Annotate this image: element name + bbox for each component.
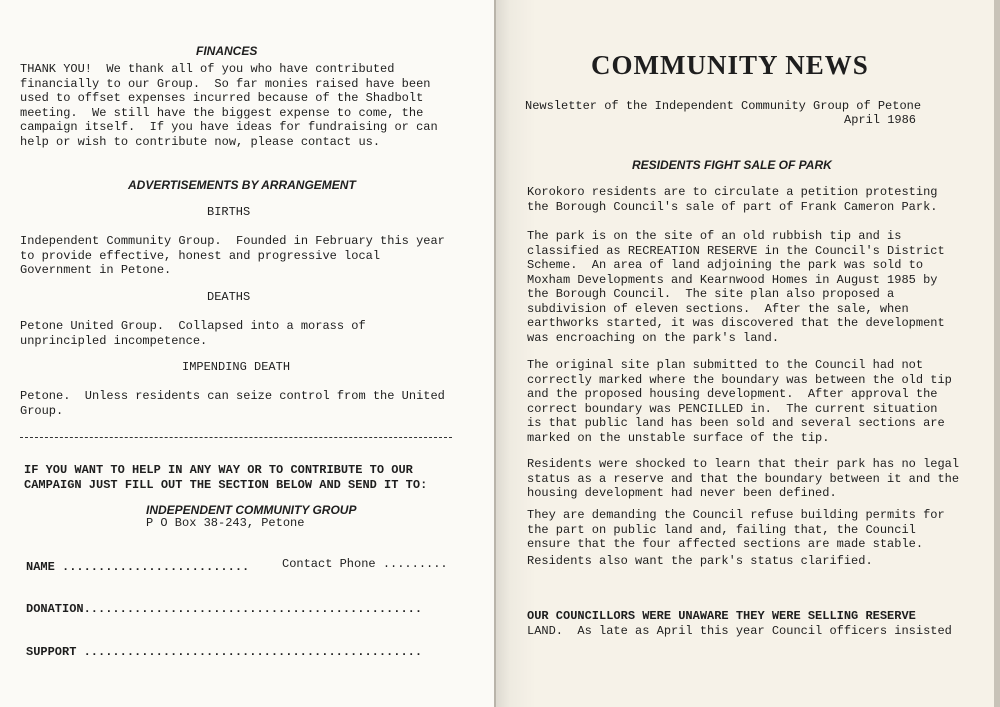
contact-phone-field[interactable]: Contact Phone .........	[282, 557, 448, 571]
deaths-heading: DEATHS	[207, 290, 251, 304]
text-line: correctly marked where the boundary was between the old tip	[527, 372, 952, 387]
text-line: to provide effective, honest and progressive local	[20, 248, 381, 263]
finances-heading: FINANCES	[196, 44, 258, 58]
text-line: is that public land has been sold and several sections are	[527, 416, 945, 430]
text-line: financially to our Group. So far monies raised have been	[20, 76, 431, 91]
births-heading: BIRTHS	[207, 205, 251, 219]
text-line: Government in Petone.	[20, 263, 172, 277]
text-line: meeting. We still have the biggest expense to come, the	[20, 105, 424, 120]
text-line: The original site plan submitted to the Council had not	[527, 358, 924, 372]
text-line: Scheme. An area of land adjoining the park was sold to	[527, 258, 924, 272]
text-line: help or wish to contribute now, please contact us.	[20, 134, 381, 149]
text-line: classified as RECREATION RESERVE in the Council's District	[527, 243, 945, 258]
name-field[interactable]: NAME ..........................	[26, 560, 250, 574]
text-line: Petone United Group. Collapsed into a morass of	[20, 319, 366, 333]
text-line: earthworks started, it was discovered that the development	[527, 316, 945, 330]
text-line: campaign itself. If you have ideas for fundraising or can	[20, 120, 438, 134]
dashed-divider	[20, 437, 452, 438]
impending-death-heading: IMPENDING DEATH	[182, 360, 291, 374]
text-line: They are demanding the Council refuse building permits for	[527, 508, 945, 522]
text-line: unprincipled incompetence.	[20, 333, 208, 348]
text-line: used to offset expenses incurred because of the Shadbolt	[20, 91, 424, 105]
text-line: Residents also want the park's status clarified.	[527, 554, 873, 568]
article-heading: RESIDENTS FIGHT SALE OF PARK	[632, 158, 832, 172]
donation-field[interactable]: DONATION...............................................	[26, 602, 423, 616]
text-line: LAND. As late as April this year Council officers insisted	[527, 623, 952, 638]
text-line: THANK YOU! We thank all of you who have contributed	[20, 62, 395, 76]
text-line: Moxham Developments and Kearnwood Homes in August 1985 by	[527, 272, 938, 287]
issue-date: April 1986	[844, 113, 917, 127]
newsletter-subtitle: Newsletter of the Independent Community Group of Petone	[525, 99, 922, 113]
text-line: IF YOU WANT TO HELP IN ANY WAY OR TO CONTRIBUTE TO OUR	[24, 463, 413, 477]
text-line: status as a reserve and that the boundary between it and the	[527, 471, 960, 486]
text-line: Group.	[20, 403, 64, 418]
postal-address: P O Box 38-243, Petone	[146, 516, 305, 530]
text-line: housing development had never been defined.	[527, 486, 837, 500]
left-page	[0, 0, 496, 707]
right-page	[496, 0, 1000, 707]
text-line: OUR COUNCILLORS WERE UNAWARE THEY WERE SELLING RESERVE	[527, 609, 916, 623]
text-line: correct boundary was PENCILLED in. The current situation	[527, 401, 938, 416]
group-name: INDEPENDENT COMMUNITY GROUP	[146, 503, 357, 517]
support-field[interactable]: SUPPORT ...............................................	[26, 645, 423, 659]
text-line: The park is on the site of an old rubbish tip and is	[527, 229, 902, 243]
text-line: ensure that the four affected sections are made stable.	[527, 537, 924, 551]
text-line: marked on the unstable surface of the tip.	[527, 430, 830, 445]
text-line: Independent Community Group. Founded in February this year	[20, 234, 445, 248]
text-line: subdivision of eleven sections. After the sale, when	[527, 301, 909, 316]
text-line: Petone. Unless residents can seize control from the United	[20, 389, 445, 403]
text-line: and the proposed housing development. After approval the	[527, 387, 938, 401]
ads-heading: ADVERTISEMENTS BY ARRANGEMENT	[128, 178, 356, 192]
text-line: CAMPAIGN JUST FILL OUT THE SECTION BELOW AND SEND IT TO:	[24, 477, 428, 492]
text-line: the Borough Council. The site plan also proposed a	[527, 287, 895, 301]
text-line: the Borough Council's sale of part of Frank Cameron Park.	[527, 199, 938, 214]
text-line: Residents were shocked to learn that their park has no legal	[527, 457, 960, 471]
newsletter-title: COMMUNITY NEWS	[591, 50, 869, 80]
text-line: Korokoro residents are to circulate a petition protesting	[527, 185, 938, 199]
page-edge	[994, 0, 1000, 707]
text-line: the part on public land and, failing that, the Council	[527, 522, 916, 537]
text-line: was encroaching on the park's land.	[527, 330, 780, 345]
